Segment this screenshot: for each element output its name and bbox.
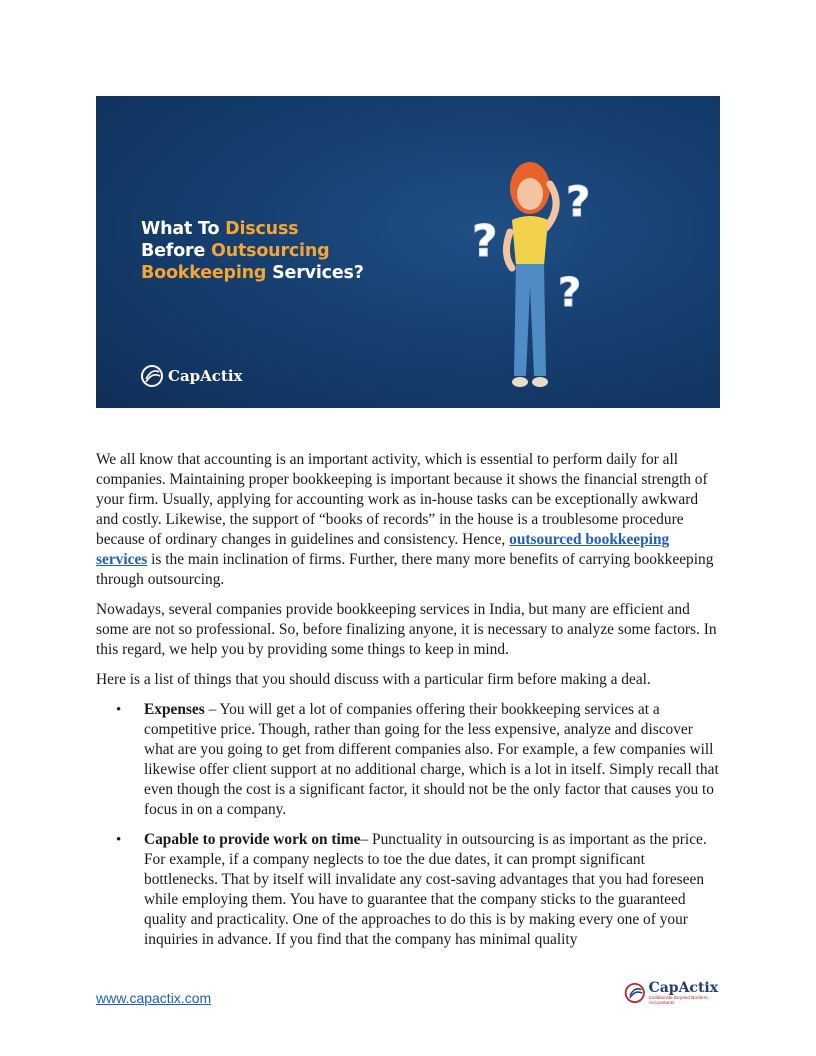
footer-logo: [624, 978, 720, 1008]
hero-title-accent: Bookkeeping: [141, 263, 267, 283]
hero-logo: [140, 364, 243, 388]
confused-woman-illustration: [466, 136, 606, 408]
footer-brand: CapActix: [648, 980, 719, 996]
question-mark-icon: ?: [472, 216, 498, 267]
paragraph: We all know that accounting is an important activity, which is essential to perform daily for all companies. Maintaining proper bookkeeping is important because it shows the financial strength of your firm. Usually, applying for accounting work as in-house tasks can be exceptionally awkward and costly. Likewise, the support of “books of records” in the house is a troublesome procedure because of ordinary changes in guidelines and consistency. Hence, outsourced bookkeeping services is the main inclination of firms. Further, there many more benefits of carrying bookkeeping through outsourcing.: [96, 451, 714, 588]
hero-title-accent: Outsourcing: [211, 241, 330, 261]
hero-title-text: Services?: [266, 263, 364, 283]
hero-banner: [96, 96, 720, 408]
bullet-list: [96, 700, 720, 950]
list-item-text: – You will get a lot of companies offering their bookkeeping services at a competitive price. Though, rather than going for the less expensive, analyze and discover what are you going to get from different companies also. For example, a few companies will likewise offer client support at no additional charge, which is a lot in itself. Simply recall that even though the cost is a significant factor, it should not be the only factor that causes you to focus in on a company.: [144, 701, 719, 818]
hero-title-text: What To: [141, 219, 226, 239]
list-item: [96, 830, 720, 950]
footer-tagline: Collaborate Beyond Borders Accountants: [648, 995, 708, 1005]
question-mark-icon: ?: [566, 177, 591, 226]
capactix-logo-icon: [624, 980, 646, 1006]
hero-title: [141, 218, 441, 284]
outsourced-bookkeeping-link[interactable]: outsourced bookkeeping services: [96, 531, 670, 568]
bullet-icon: •: [116, 832, 122, 848]
list-item-title: Capable to provide work on time: [144, 831, 361, 848]
hero-title-accent: Discuss: [225, 219, 299, 239]
hero-brand: CapActix: [168, 367, 243, 385]
footer-website-link[interactable]: www.capactix.com: [96, 990, 212, 1006]
bullet-icon: •: [116, 702, 122, 718]
question-mark-icon: ?: [558, 270, 582, 316]
list-item-title: Expenses: [144, 701, 205, 718]
list-item: [96, 700, 720, 820]
paragraph: Nowadays, several companies provide bookkeeping services in India, but many are efficient and some are not so professional. So, before finalizing anyone, it is necessary to analyze some factors. In this regard, we help you by providing some things to keep in mind.: [96, 601, 717, 658]
capactix-logo-icon: [140, 364, 164, 388]
paragraph: Here is a list of things that you should discuss with a particular firm before making a deal.: [96, 671, 651, 688]
hero-title-text: Before: [141, 241, 212, 261]
list-item-text: – Punctuality in outsourcing is as important as the price. For example, if a company neglects to toe the due dates, it can prompt significant bottlenecks. That by itself will invalidate any cost-saving advantages that you had foreseen while employing them. You have to guarantee that the company sticks to the guaranteed quality and practicality. One of the approaches to do this is by making every one of your inquiries in advance. If you find that the company has minimal quality: [144, 831, 707, 948]
article-body: [96, 450, 720, 960]
